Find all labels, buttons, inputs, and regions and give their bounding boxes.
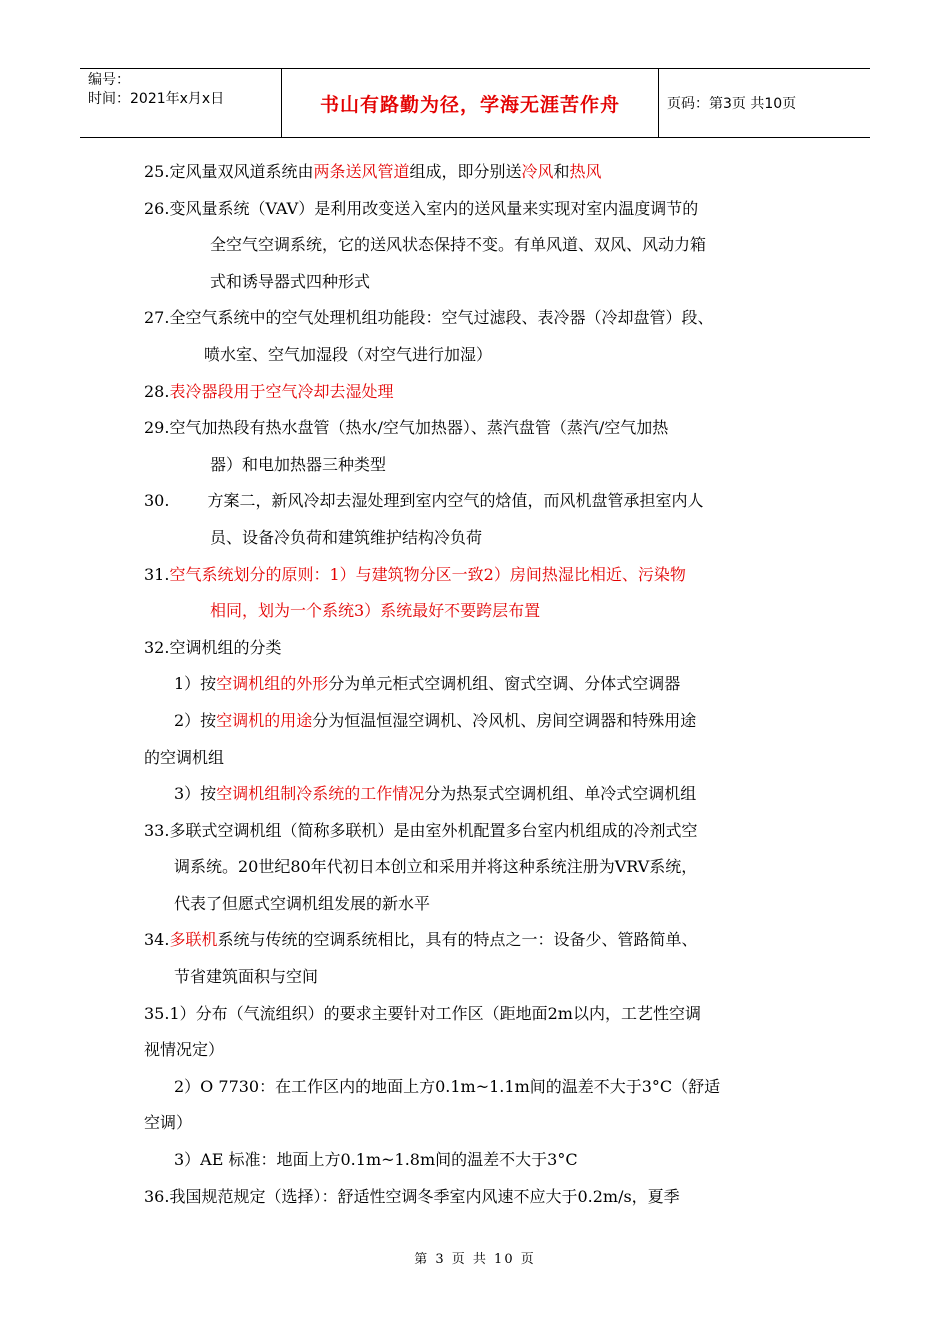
item-34 bbox=[144, 922, 824, 959]
highlight: 冷风 bbox=[521, 162, 554, 181]
item-26: 26.变风量系统（VAV）是利用改变送入室内的送风量来实现对室内温度调节的 bbox=[144, 198, 699, 218]
item-25 bbox=[144, 154, 824, 191]
highlight: 表冷器段用于空气冷却去湿处理 bbox=[169, 381, 394, 401]
text: 34. bbox=[144, 930, 170, 950]
text: 28. bbox=[144, 381, 170, 401]
item-28 bbox=[144, 374, 824, 411]
highlight: 空气系统划分的原则：1）与建筑物分区一致2）房间热湿比相近、污染物 bbox=[169, 564, 686, 584]
item-35: 35.1）分布（气流组织）的要求主要针对工作区（距地面2m以内，工艺性空调 bbox=[144, 1003, 701, 1023]
text: 31. bbox=[144, 564, 170, 584]
page-footer: 第 3 页 共 10 页 bbox=[414, 1252, 536, 1267]
item-31 bbox=[144, 557, 824, 594]
item-34-cont: 节省建筑面积与空间 bbox=[174, 967, 319, 987]
header-meta bbox=[80, 69, 282, 137]
header-page-info: 页码：第3页 共10页 bbox=[667, 96, 797, 112]
item-26-cont: 式和诱导器式四种形式 bbox=[210, 271, 371, 291]
item-32-2-cont: 的空调机组 bbox=[144, 747, 225, 767]
item-32: 32.空调机组的分类 bbox=[144, 637, 282, 657]
text: 分为恒温恒湿空调机、冷风机、房间空调器和特殊用途 bbox=[312, 710, 697, 730]
item-33-cont: 调系统。20世纪80年代初日本创立和采用并将这种系统注册为VRV系统， bbox=[174, 857, 698, 877]
item-35-2-cont: 空调） bbox=[144, 1113, 193, 1133]
text: 25.定风量双风道系统由 bbox=[144, 162, 314, 181]
highlight: 空调机的用途 bbox=[216, 710, 313, 730]
time-label: 时间：2021年x月x日 bbox=[88, 91, 225, 107]
highlight: 两条送风管道 bbox=[313, 162, 410, 181]
item-29: 29.空气加热段有热水盘管（热水/空气加热器）、蒸汽盘管（蒸汽/空气加热 bbox=[144, 418, 669, 438]
text: 组成，即分别送 bbox=[409, 162, 522, 181]
text: 30. bbox=[144, 491, 170, 511]
text: 分为单元柜式空调机组、窗式空调、分体式空调器 bbox=[328, 674, 681, 694]
item-31-cont: 相同，划为一个系统3）系统最好不要跨层布置 bbox=[210, 601, 541, 621]
item-27: 27.全空气系统中的空气处理机组功能段：空气过滤段、表冷器（冷却盘管）段、 bbox=[144, 308, 714, 328]
highlight: 多联机 bbox=[169, 930, 218, 950]
text: 系统与传统的空调系统相比，具有的特点之一：设备少、管路简单、 bbox=[217, 930, 698, 950]
item-33: 33.多联式空调机组（简称多联机）是由室外机配置多台室内机组成的冷剂式空 bbox=[144, 820, 698, 840]
number-label: 编号： bbox=[88, 72, 130, 88]
item-32-1 bbox=[144, 666, 824, 703]
page-header bbox=[80, 68, 870, 138]
text: 分为热泵式空调机组、单冷式空调机组 bbox=[424, 784, 697, 804]
item-26-cont: 全空气空调系统，它的送风状态保持不变。有单风道、双风、风动力箱 bbox=[210, 235, 707, 255]
item-35-cont: 视情况定） bbox=[144, 1040, 225, 1060]
item-32-2 bbox=[144, 703, 824, 740]
item-29-cont: 器）和电加热器三种类型 bbox=[210, 454, 387, 474]
text: 2）按 bbox=[174, 710, 217, 730]
highlight: 热风 bbox=[569, 162, 602, 181]
text: 和 bbox=[553, 162, 570, 181]
item-35-3: 3）AE 标准：地面上方0.1m~1.8m间的温差不大于3°C bbox=[174, 1150, 578, 1170]
highlight: 空调机组制冷系统的工作情况 bbox=[216, 784, 425, 804]
header-motto: 书山有路勤为径，学海无涯苦作舟 bbox=[282, 69, 659, 137]
item-30-cont: 员、设备冷负荷和建筑维护结构冷负荷 bbox=[210, 527, 483, 547]
item-30 bbox=[144, 483, 824, 520]
item-32-3 bbox=[144, 776, 824, 813]
item-33-cont: 代表了但愿式空调机组发展的新水平 bbox=[174, 893, 431, 913]
item-27-cont: 喷水室、空气加湿段（对空气进行加湿） bbox=[204, 344, 493, 364]
text: 3）按 bbox=[174, 784, 217, 804]
text: 1）按 bbox=[174, 674, 217, 694]
item-36: 36.我国规范规定（选择）：舒适性空调冬季室内风速不应大于0.2m/s，夏季 bbox=[144, 1186, 680, 1206]
highlight: 空调机组的外形 bbox=[216, 674, 329, 694]
document-body bbox=[144, 154, 824, 1215]
item-35-2: 2）O 7730：在工作区内的地面上方0.1m~1.1m间的温差不大于3°C（舒适 bbox=[174, 1076, 721, 1096]
text: 方案二，新风冷却去湿处理到室内空气的焓值，而风机盘管承担室内人 bbox=[207, 491, 704, 511]
